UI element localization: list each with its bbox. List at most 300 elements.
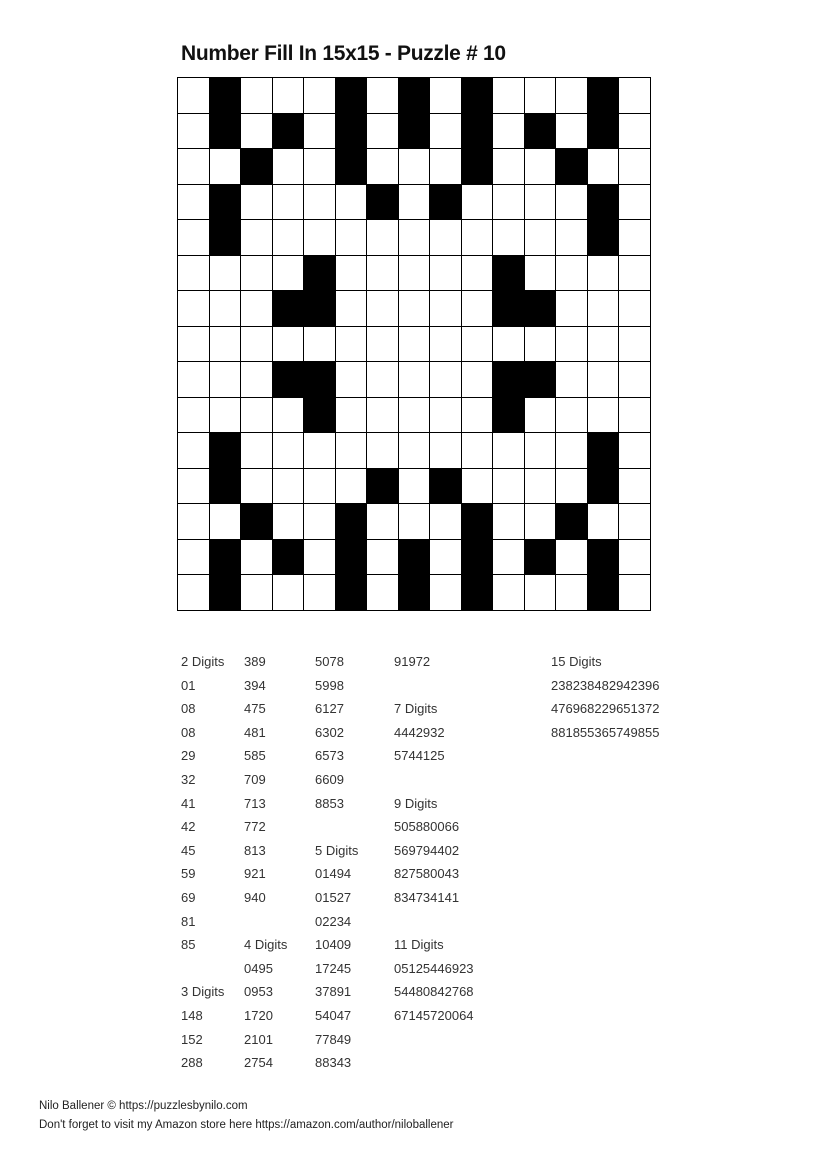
grid-cell[interactable] [367, 540, 399, 576]
grid-cell[interactable] [178, 469, 210, 505]
grid-cell[interactable] [462, 469, 494, 505]
grid-cell[interactable] [367, 433, 399, 469]
grid-cell-black [493, 291, 525, 327]
word-list-entry: 476968229651372 [551, 701, 660, 717]
word-list-header: 5 Digits [315, 842, 359, 858]
grid-cell-black [210, 114, 242, 150]
grid-cell[interactable] [619, 149, 651, 185]
grid-cell[interactable] [399, 256, 431, 292]
grid-cell[interactable] [556, 469, 588, 505]
grid-cell[interactable] [178, 504, 210, 540]
grid-cell[interactable] [336, 362, 368, 398]
grid-cell-black [493, 398, 525, 434]
grid-cell[interactable] [556, 185, 588, 221]
grid-cell[interactable] [367, 78, 399, 114]
word-list-entry: 32 [181, 771, 196, 787]
grid-cell-black [462, 149, 494, 185]
word-list-entry: 5078 [315, 654, 344, 669]
word-list-entry: 29 [181, 748, 196, 764]
word-list-entry: 585 [244, 748, 266, 764]
grid-cell-black [588, 469, 620, 505]
word-list-entry: 827580043 [394, 866, 460, 882]
grid-cell[interactable] [493, 540, 525, 576]
word-list-entry: 4442932 [394, 724, 445, 740]
word-list-entry: 6609 [315, 771, 344, 787]
grid-cell-black [336, 114, 368, 150]
footer-amazon-note: Don't forget to visit my Amazon store here https://amazon.com/author/niloballener [39, 1119, 454, 1131]
grid-cell[interactable] [556, 78, 588, 114]
grid-cell[interactable] [619, 362, 651, 398]
grid-cell-black [210, 185, 242, 221]
grid-cell-black [588, 433, 620, 469]
grid-cell[interactable] [210, 256, 242, 292]
grid-cell[interactable] [367, 114, 399, 150]
grid-cell[interactable] [430, 114, 462, 150]
word-list-entry: 2754 [244, 1055, 273, 1071]
grid-cell[interactable] [525, 78, 557, 114]
grid-cell[interactable] [399, 291, 431, 327]
word-list-entry: 394 [244, 677, 266, 693]
word-list-entry: 81 [181, 913, 196, 929]
grid-cell[interactable] [367, 504, 399, 540]
grid-cell-black [304, 256, 336, 292]
word-list-spacer [394, 674, 474, 698]
puzzle-grid [177, 77, 651, 611]
grid-cell[interactable] [399, 469, 431, 505]
grid-cell-black [462, 575, 494, 611]
grid-cell[interactable] [304, 185, 336, 221]
grid-cell[interactable] [273, 504, 305, 540]
grid-cell[interactable] [304, 149, 336, 185]
grid-cell[interactable] [462, 185, 494, 221]
word-list-entry: 505880066 [394, 819, 460, 835]
word-list-entry: 238238482942396 [551, 677, 660, 693]
grid-cell-black [556, 504, 588, 540]
grid-cell[interactable] [493, 575, 525, 611]
grid-cell[interactable] [241, 185, 273, 221]
grid-cell[interactable] [493, 114, 525, 150]
word-list-entry: 8853 [315, 795, 344, 811]
grid-cell[interactable] [619, 291, 651, 327]
grid-cell[interactable] [178, 433, 210, 469]
grid-cell[interactable] [430, 220, 462, 256]
grid-cell[interactable] [556, 362, 588, 398]
word-list-entry: 881855365749855 [551, 724, 660, 740]
grid-cell[interactable] [588, 362, 620, 398]
grid-cell[interactable] [178, 220, 210, 256]
word-list-entry: 5744125 [394, 748, 445, 764]
grid-cell[interactable] [304, 220, 336, 256]
grid-cell[interactable] [241, 78, 273, 114]
grid-cell[interactable] [367, 398, 399, 434]
grid-cell[interactable] [619, 469, 651, 505]
grid-cell[interactable] [178, 398, 210, 434]
grid-cell[interactable] [178, 185, 210, 221]
grid-cell-black [273, 540, 305, 576]
word-list-entry: 37891 [315, 984, 352, 1000]
grid-cell-black [588, 575, 620, 611]
grid-cell[interactable] [619, 504, 651, 540]
grid-cell[interactable] [304, 114, 336, 150]
grid-cell[interactable] [304, 575, 336, 611]
grid-cell-black [588, 220, 620, 256]
grid-cell[interactable] [619, 327, 651, 363]
grid-cell[interactable] [556, 114, 588, 150]
word-list-entry: 6302 [315, 724, 344, 740]
grid-cell[interactable] [430, 362, 462, 398]
grid-cell[interactable] [462, 220, 494, 256]
grid-cell[interactable] [336, 220, 368, 256]
grid-cell[interactable] [336, 185, 368, 221]
word-list-entry: 6127 [315, 701, 344, 717]
grid-cell[interactable] [588, 256, 620, 292]
word-list-entry: 54047 [315, 1007, 352, 1023]
grid-cell[interactable] [556, 220, 588, 256]
grid-cell[interactable] [241, 469, 273, 505]
grid-cell[interactable] [430, 504, 462, 540]
grid-cell-black [430, 469, 462, 505]
grid-cell-black [367, 469, 399, 505]
grid-cell[interactable] [525, 398, 557, 434]
word-list-entry: 6573 [315, 748, 344, 764]
grid-cell[interactable] [588, 149, 620, 185]
grid-cell[interactable] [556, 398, 588, 434]
grid-cell-black [462, 114, 494, 150]
grid-cell[interactable] [367, 149, 399, 185]
grid-cell[interactable] [556, 327, 588, 363]
grid-cell[interactable] [399, 433, 431, 469]
grid-cell[interactable] [241, 540, 273, 576]
grid-cell-black [556, 149, 588, 185]
grid-cell-black [210, 78, 242, 114]
grid-cell[interactable] [273, 327, 305, 363]
grid-cell-black [399, 540, 431, 576]
grid-cell[interactable] [525, 149, 557, 185]
grid-cell[interactable] [619, 256, 651, 292]
grid-cell[interactable] [430, 433, 462, 469]
grid-cell-black [430, 185, 462, 221]
grid-cell[interactable] [178, 149, 210, 185]
grid-cell[interactable] [493, 78, 525, 114]
grid-cell[interactable] [273, 256, 305, 292]
grid-cell[interactable] [178, 78, 210, 114]
grid-cell[interactable] [304, 469, 336, 505]
grid-cell[interactable] [273, 433, 305, 469]
grid-cell[interactable] [619, 114, 651, 150]
grid-cell-black [525, 362, 557, 398]
grid-cell[interactable] [241, 256, 273, 292]
grid-cell[interactable] [525, 220, 557, 256]
grid-cell[interactable] [178, 575, 210, 611]
word-list-entry: 921 [244, 866, 266, 882]
word-list-entry: 10409 [315, 937, 352, 953]
word-list-header: 4 Digits [244, 937, 288, 953]
grid-cell[interactable] [556, 433, 588, 469]
grid-cell[interactable] [241, 114, 273, 150]
grid-cell-black [525, 540, 557, 576]
grid-cell[interactable] [619, 398, 651, 434]
word-list-entry: 772 [244, 819, 266, 835]
grid-cell[interactable] [493, 433, 525, 469]
grid-cell-black [241, 149, 273, 185]
grid-cell[interactable] [619, 433, 651, 469]
word-list-entry: 42 [181, 819, 196, 835]
grid-cell[interactable] [525, 575, 557, 611]
grid-cell[interactable] [619, 78, 651, 114]
grid-cell-black [399, 78, 431, 114]
grid-cell-black [273, 291, 305, 327]
grid-cell[interactable] [399, 362, 431, 398]
word-list-column-4 [394, 650, 474, 1028]
grid-cell[interactable] [462, 362, 494, 398]
word-list-entry: 01 [181, 677, 196, 693]
grid-cell[interactable] [588, 291, 620, 327]
grid-cell[interactable] [588, 327, 620, 363]
grid-cell[interactable] [210, 362, 242, 398]
grid-cell-black [336, 575, 368, 611]
grid-cell-black [273, 362, 305, 398]
grid-cell[interactable] [399, 504, 431, 540]
grid-cell[interactable] [178, 540, 210, 576]
word-list-entry: 05125446923 [394, 960, 474, 976]
grid-cell[interactable] [525, 327, 557, 363]
grid-cell[interactable] [430, 575, 462, 611]
grid-cell[interactable] [525, 469, 557, 505]
grid-cell-black [588, 78, 620, 114]
word-list-entry: 813 [244, 842, 266, 858]
grid-cell[interactable] [588, 398, 620, 434]
word-list-entry: 67145720064 [394, 1007, 474, 1023]
grid-cell[interactable] [493, 220, 525, 256]
grid-cell-black [399, 114, 431, 150]
grid-cell-black [525, 114, 557, 150]
grid-cell[interactable] [241, 398, 273, 434]
footer-copyright: Nilo Ballener © https://puzzlesbynilo.com [39, 1100, 248, 1112]
word-list-entry: 569794402 [394, 842, 460, 858]
grid-cell-black [462, 540, 494, 576]
grid-cell[interactable] [304, 540, 336, 576]
grid-cell-black [462, 78, 494, 114]
word-list-entry: 288 [181, 1055, 203, 1071]
grid-cell-black [336, 504, 368, 540]
word-list-spacer [315, 815, 358, 839]
grid-cell[interactable] [241, 575, 273, 611]
grid-cell[interactable] [336, 433, 368, 469]
grid-cell[interactable] [399, 398, 431, 434]
grid-cell[interactable] [241, 327, 273, 363]
grid-cell[interactable] [367, 256, 399, 292]
grid-cell[interactable] [493, 185, 525, 221]
word-list-entry: 2101 [244, 1031, 273, 1047]
grid-cell[interactable] [399, 327, 431, 363]
word-list-entry: 69 [181, 889, 196, 905]
word-list-entry: 475 [244, 701, 266, 717]
word-list-entry: 01494 [315, 866, 352, 882]
word-list-entry: 389 [244, 654, 266, 669]
grid-cell[interactable] [399, 220, 431, 256]
grid-cell[interactable] [336, 398, 368, 434]
grid-cell[interactable] [556, 291, 588, 327]
grid-cell[interactable] [430, 540, 462, 576]
grid-cell-black [336, 78, 368, 114]
grid-cell[interactable] [525, 433, 557, 469]
grid-cell[interactable] [178, 114, 210, 150]
grid-cell[interactable] [304, 327, 336, 363]
grid-cell[interactable] [430, 78, 462, 114]
word-list-header: 7 Digits [394, 701, 438, 717]
word-list-entry: 152 [181, 1031, 203, 1047]
grid-cell-black [588, 540, 620, 576]
grid-cell[interactable] [273, 398, 305, 434]
grid-cell[interactable] [178, 362, 210, 398]
word-list-entry: 88343 [315, 1055, 352, 1071]
grid-cell-black [304, 398, 336, 434]
word-list-entry: 17245 [315, 960, 352, 976]
grid-cell[interactable] [273, 575, 305, 611]
grid-cell-black [210, 220, 242, 256]
grid-cell[interactable] [210, 398, 242, 434]
grid-cell-black [367, 185, 399, 221]
grid-cell-black [588, 185, 620, 221]
word-list-entry: 41 [181, 795, 196, 811]
grid-cell[interactable] [304, 504, 336, 540]
grid-cell[interactable] [210, 504, 242, 540]
grid-cell[interactable] [525, 256, 557, 292]
word-list-entry: 08 [181, 724, 196, 740]
grid-cell[interactable] [556, 256, 588, 292]
grid-cell-black [462, 504, 494, 540]
grid-cell[interactable] [462, 327, 494, 363]
grid-cell[interactable] [525, 185, 557, 221]
grid-cell-black [210, 575, 242, 611]
word-list-entry: 91972 [394, 654, 431, 669]
grid-cell[interactable] [336, 291, 368, 327]
word-list-entry: 0495 [244, 960, 273, 976]
word-list-entry: 0953 [244, 984, 273, 1000]
word-list-entry: 02234 [315, 913, 352, 929]
word-list-entry: 77849 [315, 1031, 352, 1047]
grid-cell[interactable] [556, 540, 588, 576]
grid-cell[interactable] [367, 575, 399, 611]
grid-cell[interactable] [367, 362, 399, 398]
word-list-entry: 709 [244, 771, 266, 787]
word-list-header: 2 Digits [181, 654, 225, 669]
grid-cell[interactable] [367, 327, 399, 363]
grid-cell[interactable] [462, 291, 494, 327]
grid-cell[interactable] [367, 220, 399, 256]
grid-cell[interactable] [336, 256, 368, 292]
grid-cell-black [210, 540, 242, 576]
word-list-entry: 59 [181, 866, 196, 882]
grid-cell[interactable] [336, 327, 368, 363]
word-list-entry: 713 [244, 795, 266, 811]
grid-cell[interactable] [493, 469, 525, 505]
word-list-entry: 148 [181, 1007, 203, 1023]
word-list-spacer [394, 910, 474, 934]
grid-cell[interactable] [462, 433, 494, 469]
grid-cell[interactable] [493, 327, 525, 363]
grid-cell[interactable] [304, 78, 336, 114]
word-list-header: 11 Digits [394, 937, 444, 953]
grid-cell[interactable] [525, 504, 557, 540]
grid-cell[interactable] [619, 220, 651, 256]
grid-cell[interactable] [273, 78, 305, 114]
grid-cell-black [493, 256, 525, 292]
grid-cell[interactable] [178, 291, 210, 327]
word-list-column-2 [244, 650, 287, 1075]
grid-cell[interactable] [210, 149, 242, 185]
word-list-entry: 08 [181, 701, 196, 717]
grid-cell[interactable] [241, 291, 273, 327]
grid-cell[interactable] [430, 398, 462, 434]
word-list-entry: 54480842768 [394, 984, 474, 1000]
grid-cell[interactable] [178, 256, 210, 292]
grid-cell[interactable] [588, 504, 620, 540]
grid-cell-black [210, 433, 242, 469]
grid-cell[interactable] [178, 327, 210, 363]
grid-cell[interactable] [241, 433, 273, 469]
grid-cell[interactable] [241, 220, 273, 256]
grid-cell[interactable] [399, 149, 431, 185]
grid-cell-black [493, 362, 525, 398]
grid-cell[interactable] [273, 185, 305, 221]
word-list-header: 9 Digits [394, 795, 438, 811]
grid-cell-black [588, 114, 620, 150]
grid-cell[interactable] [430, 256, 462, 292]
word-list-column-1 [181, 650, 224, 1075]
word-list-entry: 834734141 [394, 889, 460, 905]
grid-cell[interactable] [462, 256, 494, 292]
grid-cell[interactable] [273, 469, 305, 505]
grid-cell-black [304, 362, 336, 398]
grid-cell[interactable] [556, 575, 588, 611]
grid-cell[interactable] [336, 469, 368, 505]
grid-cell[interactable] [273, 220, 305, 256]
grid-cell[interactable] [241, 362, 273, 398]
word-list-entry: 5998 [315, 677, 344, 693]
word-list-entry: 45 [181, 842, 196, 858]
grid-cell[interactable] [462, 398, 494, 434]
grid-cell[interactable] [430, 149, 462, 185]
grid-cell[interactable] [210, 291, 242, 327]
word-list-entry: 1720 [244, 1007, 273, 1023]
grid-cell[interactable] [273, 149, 305, 185]
word-list-header: 3 Digits [181, 984, 225, 1000]
grid-cell[interactable] [430, 291, 462, 327]
grid-cell-black [525, 291, 557, 327]
grid-cell[interactable] [619, 185, 651, 221]
footer [39, 1097, 453, 1135]
grid-cell[interactable] [493, 149, 525, 185]
grid-cell[interactable] [430, 327, 462, 363]
word-list-spacer [394, 768, 474, 792]
grid-cell-black [210, 469, 242, 505]
word-list-entry: 940 [244, 889, 266, 905]
grid-cell[interactable] [619, 575, 651, 611]
word-list-entry: 85 [181, 937, 196, 953]
grid-cell[interactable] [399, 185, 431, 221]
grid-cell[interactable] [619, 540, 651, 576]
word-list-entry: 481 [244, 724, 266, 740]
grid-cell[interactable] [210, 327, 242, 363]
grid-cell[interactable] [493, 504, 525, 540]
grid-cell-black [273, 114, 305, 150]
puzzle-title: Number Fill In 15x15 - Puzzle # 10 [181, 42, 506, 65]
word-list-header: 15 Digits [551, 654, 602, 669]
grid-cell[interactable] [304, 433, 336, 469]
grid-cell[interactable] [367, 291, 399, 327]
word-list-entry: 01527 [315, 889, 352, 905]
